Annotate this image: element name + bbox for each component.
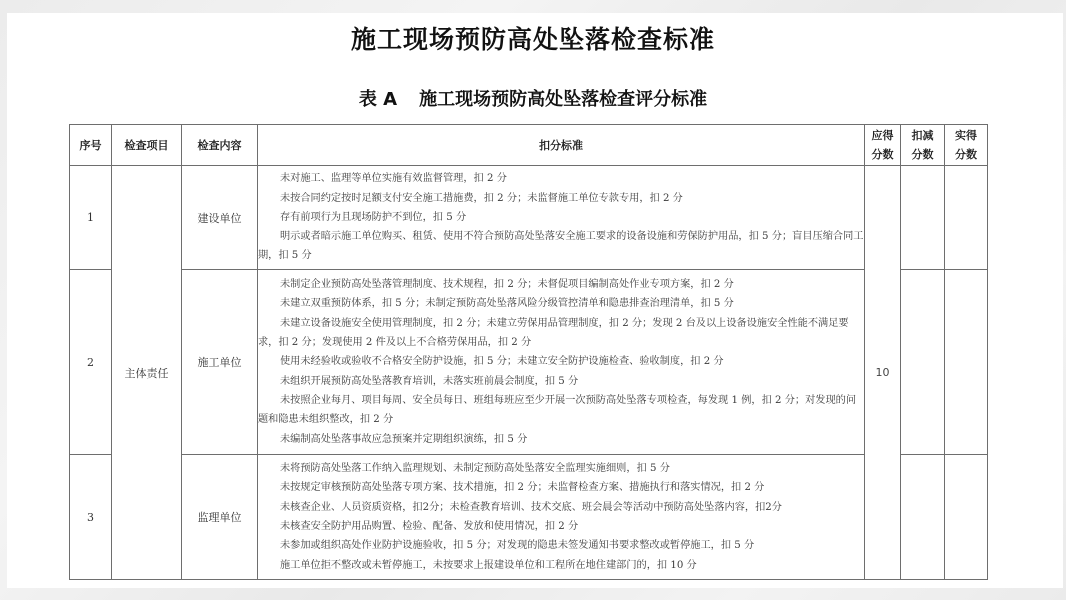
row-seq: 1 [70, 166, 112, 270]
deduct-score-input[interactable] [901, 455, 945, 580]
header-actual-line2: 分数 [955, 148, 977, 161]
header-due-line2: 分数 [871, 148, 894, 161]
row-criteria [258, 270, 865, 455]
criteria-line: 未编制高处坠落事故应急预案并定期组织演练，扣 5 分 [280, 433, 528, 445]
criteria-line: 未组织开展预防高处坠落教育培训，未落实班前晨会制度，扣 5 分 [280, 375, 579, 387]
actual-score-input[interactable] [945, 270, 988, 455]
header-item: 检查项目 [112, 125, 182, 166]
criteria-line: 施工单位拒不整改或未暂停施工，未按要求上报建设单位和工程所在地住建部门的，扣 10 分 [280, 559, 697, 571]
table-caption-text: 施工现场预防高处坠落检查评分标准 [419, 89, 708, 110]
actual-score-input[interactable] [945, 166, 988, 270]
scoring-table [69, 124, 988, 580]
table-caption-tag: 表 A [358, 89, 398, 110]
criteria-line: 未参加或组织高处作业防护设施验收，扣 5 分；对发现的隐患未签发通知书要求整改或暂停施工，扣 5 分 [280, 540, 755, 552]
row-content: 监理单位 [182, 455, 258, 580]
criteria-line: 未核查企业、人员资质资格，扣2分；未检查教育培训、技术交底、班会晨会等活动中预防高处坠落内容，扣2分 [280, 501, 782, 513]
header-due-score [865, 125, 901, 166]
due-score: 10 [865, 166, 901, 580]
row-seq: 3 [70, 455, 112, 580]
criteria-line: 未按合同约定按时足额支付安全施工措施费，扣 2 分；未监督施工单位专款专用，扣 2 分 [280, 192, 683, 204]
row-criteria [258, 166, 865, 270]
criteria-line: 未制定企业预防高处坠落管理制度、技术规程，扣 2 分；未督促项目编制高处作业专项方案，扣 2 分 [280, 279, 734, 291]
row-content: 施工单位 [182, 270, 258, 455]
header-seq: 序号 [70, 125, 112, 166]
document-title: 施工现场预防高处坠落检查标准 [350, 25, 715, 54]
criteria-line: 存有前项行为且现场防护不到位，扣 5 分 [280, 211, 467, 223]
criteria-line: 未将预防高处坠落工作纳入监理规划、未制定预防高处坠落安全监理实施细则，扣 5 分 [280, 463, 670, 475]
table-row [70, 455, 988, 580]
criteria-line: 未核查安全防护用品购置、检验、配备、发放和使用情况，扣 2 分 [280, 521, 579, 532]
table-row [70, 166, 988, 270]
deduct-score-input[interactable] [901, 166, 945, 270]
criteria-line: 未建立双重预防体系，扣 5 分；未制定预防高处坠落风险分级管控清单和隐患排查治理清单，扣 5 分 [280, 298, 734, 310]
header-deduct-line2: 分数 [911, 148, 934, 161]
criteria-line: 未按规定审核预防高处坠落专项方案、技术措施，扣 2 分；未监督检查方案、措施执行和落实情况，扣 2 分 [280, 482, 765, 494]
row-seq: 2 [70, 270, 112, 455]
header-actual-score [945, 125, 988, 166]
header-content: 检查内容 [182, 125, 258, 166]
table-header-row [70, 125, 988, 166]
header-criteria: 扣分标准 [258, 125, 865, 166]
table-row [70, 270, 988, 455]
actual-score-input[interactable] [945, 455, 988, 580]
row-content: 建设单位 [182, 166, 258, 270]
header-due-line1: 应得 [871, 129, 894, 142]
criteria-line: 明示或者暗示施工单位购买、租赁、使用不符合预防高处坠落安全施工要求的设备设施和劳保防护用品，扣 5 分；盲目压缩合同工期，扣 5 分 [258, 231, 864, 262]
deduct-score-input[interactable] [901, 270, 945, 455]
row-item-group: 主体责任 [112, 166, 182, 580]
table-caption [0, 85, 1066, 111]
criteria-line: 使用未经验收或验收不合格安全防护设施，扣 5 分；未建立安全防护设施检查、验收制度，扣 2 分 [280, 356, 724, 368]
criteria-line: 未对施工、监理等单位实施有效监督管理，扣 2 分 [280, 173, 507, 185]
row-criteria [258, 455, 865, 580]
header-deduct-score [901, 125, 945, 166]
criteria-line: 未按照企业每月、项目每周、安全员每日、班组每班应至少开展一次预防高处坠落专项检查，每发现 1 例，扣 2 分；对发现的问题和隐患未组织整改，扣 2 分 [258, 394, 857, 426]
criteria-line: 未建立设备设施安全使用管理制度，扣 2 分；未建立劳保用品管理制度，扣 2 分；发现 2 台及以上设备设施安全性能不满足要求，扣 2 分；发现使用 2 件及以上不合格劳保用品，扣 2 分 [258, 317, 849, 349]
header-deduct-line1: 扣减 [911, 129, 934, 142]
header-actual-line1: 实得 [955, 129, 977, 142]
